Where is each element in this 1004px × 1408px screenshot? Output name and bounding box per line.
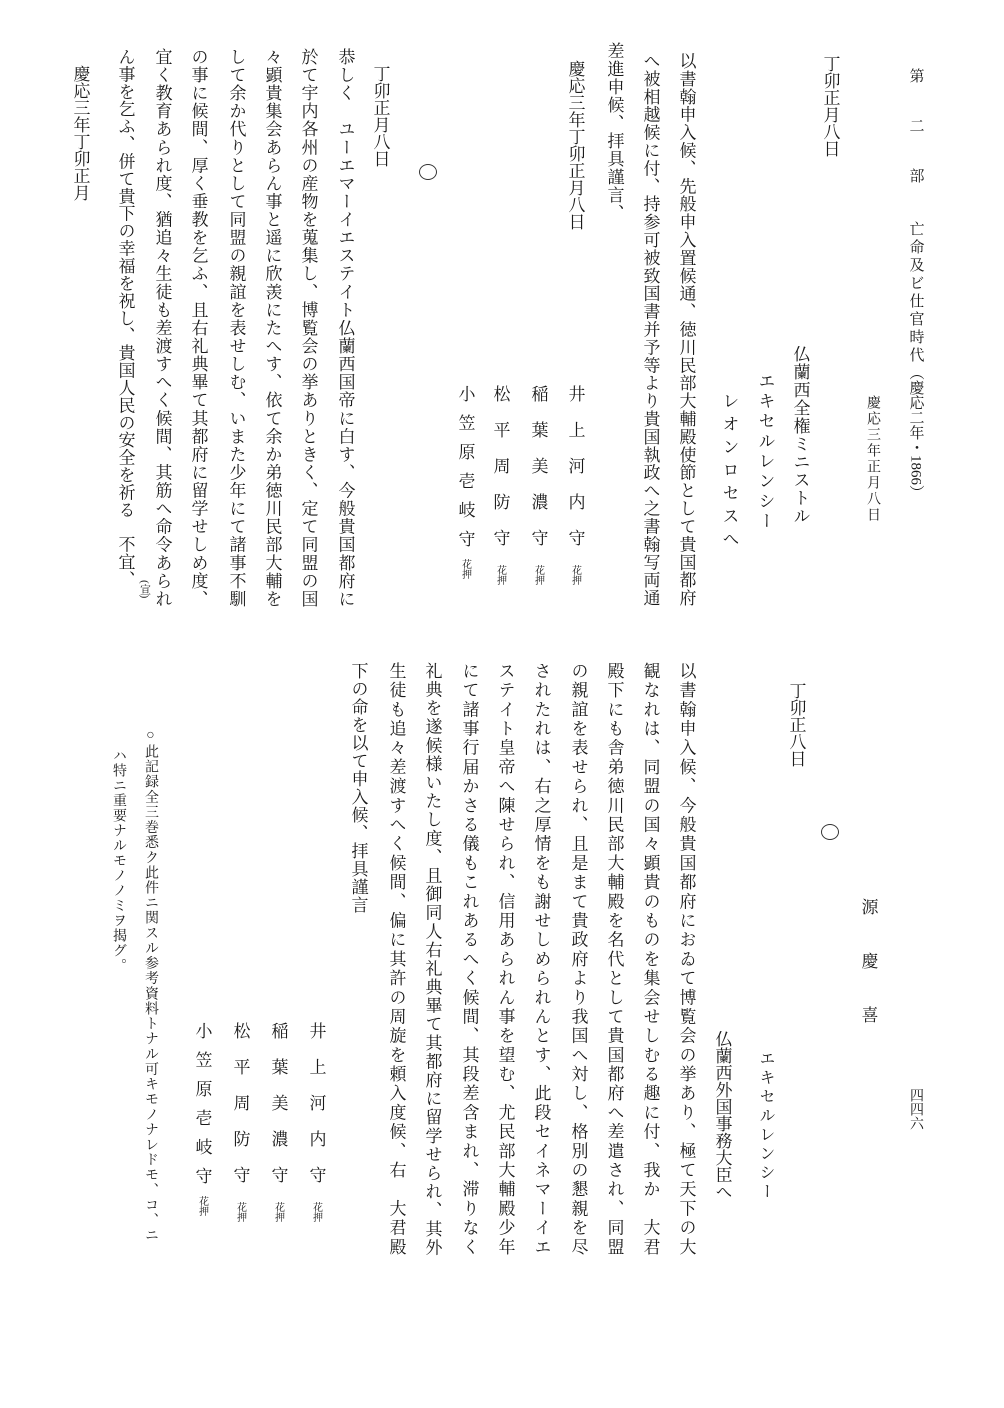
letter2-body-line: ん事を乞ふ、併て貴下の幸福を祝し、貴国人民の安全を祈る 不宜、 (115, 48, 135, 588)
editorial-note-line: ハ特ニ重要ナルモノノミヲ揭グ。 (111, 748, 126, 973)
letter2-body-line: して余か代りとして同盟の親誼を表せしむ、いまた少年にて諸事不馴 (226, 48, 246, 608)
letter3-addressee-2: 仏蘭西外国事務大臣へ (712, 1030, 732, 1200)
letter3-signer: 源 慶 喜 (858, 898, 878, 1033)
page-number: 四四六 (908, 1088, 923, 1130)
letter2-body-line: 々顕貴集会あらん事と遥に欣羡にたへす、依て余か弟徳川民部大輔を (262, 48, 282, 608)
seal-mark: 花押 (272, 1202, 284, 1222)
letter3-body-line: 礼典を遂候様いたし度、且御同人右礼典畢て其都府に留学せられ、其外 (422, 662, 442, 1257)
correction-annotation: (宣) (138, 580, 151, 599)
letter1-date-top: 慶応三年正月八日 (865, 395, 880, 523)
letter3-body-line: 下の命を以て申入候、拝具謹言 (348, 662, 368, 914)
seal-mark: 花押 (459, 559, 471, 579)
letter1-date: 丁卯正月八日 (820, 55, 840, 157)
letter3-body-line: 観なれは、同盟の国々顕貴のものを集会せしむる趣に付、我か 大君 (640, 662, 660, 1257)
letter3-body-line: 殿下にも舎弟徳川民部大輔殿を名代として貴国都府へ差遣され、同盟 (604, 662, 624, 1257)
seal-mark: 花押 (532, 565, 544, 585)
part-label: 第 二 部 (907, 68, 924, 193)
letter3-signatory: 松平周防守花押 (230, 1022, 250, 1222)
letter2-date: 丁卯正月八日 (370, 65, 390, 167)
letter1-addressee-3: レオンロセスへ (719, 392, 739, 553)
letter3-body-line: されたれは、右之厚情をも謝せしめられんとす、此段セイネマーイエ (531, 662, 551, 1257)
letter3-addressee-1: エキセルレンシー (757, 1050, 774, 1202)
letter1-body-line: へ被相越候に付、持参可被致国書并予等より貴国執政へ之書翰写両通 (640, 52, 660, 607)
letter3-date: 丁卯正八日 (786, 682, 806, 767)
running-header (908, 68, 923, 500)
letter2-closing-date: 慶応三年丁卯正月 (70, 65, 90, 201)
seal-mark: 花押 (234, 1202, 246, 1222)
letter2-body-line: の事に候間、厚く垂教を乞ふ、且右礼典畢て其都府に留学せしめ度、 (188, 48, 208, 608)
letter1-closing-date: 慶応三年丁卯正月八日 (565, 60, 585, 230)
chapter-title: 亡命及ビ仕官時代 (907, 221, 924, 365)
letter3-signatory: 井上河内守花押 (306, 1022, 326, 1222)
letter1-addressee-2: エキセルレンシー (755, 372, 775, 532)
period-label: （慶応二年・1866） (907, 365, 924, 500)
seal-mark: 花押 (494, 565, 506, 585)
seal-mark: 花押 (196, 1196, 208, 1216)
letter1-body-line: 以書翰申入候、先般申入置候通、徳川民部大輔殿使節として貴国都府 (676, 52, 696, 607)
section-divider-circle (419, 164, 437, 180)
letter1-addressee-1: 仏蘭西全権ミニストル (790, 345, 810, 525)
letter1-signatory: 稲葉美濃守花押 (528, 385, 548, 585)
letter3-signatory: 小笠原壱岐守花押 (192, 1022, 212, 1216)
letter2-body-line: 於て宇内各州の産物を蒐集し、博覧会の挙ありときく、定て同盟の国 (298, 48, 318, 608)
editorial-note-line: ○此記録全三巻悉ク此件ニ関スル参考資料トナル可キモノナレドモ、コ、ニ (143, 728, 158, 1243)
section-divider-circle (821, 824, 839, 840)
letter3-body-line: 生徒も追々差渡すへく候間、偏に其許の周旋を頼入度候、右 大君殿 (386, 662, 406, 1257)
letter3-body-line: 以書翰申入候、今般貴国都府におゐて博覧会の挙あり、極て天下の大 (676, 662, 696, 1257)
letter3-body-line: の親誼を表せられ、且是まて貴政府より我国へ対し、格別の懇親を尽 (568, 662, 588, 1257)
letter2-body-line: 恭しく ユーエマーイエステイト仏蘭西国帝に白す、今般貴国都府に (335, 48, 355, 608)
letter3-body-line: にて諸事行届かさる儀もこれあるへく候間、其段差含まれ、滞りなく (459, 662, 479, 1257)
letter3-signatory: 稲葉美濃守花押 (268, 1022, 288, 1222)
letter3-body-line: ステイト皇帝へ陳せられ、信用あられん事を望む、尤民部大輔殿少年 (495, 662, 515, 1257)
letter1-body-line: 差進申候、拝具謹言、 (604, 42, 624, 222)
letter1-signatory: 松平周防守花押 (490, 385, 510, 585)
seal-mark: 花押 (310, 1202, 322, 1222)
letter1-signatory: 井上河内守花押 (565, 385, 585, 585)
letter1-signatory: 小笠原壱岐守花押 (455, 385, 475, 579)
letter2-body-line: 宜く教育あられ度、猶追々生徒も差渡すへく候間、其筋へ命令あられ (152, 48, 172, 608)
seal-mark: 花押 (569, 565, 581, 585)
